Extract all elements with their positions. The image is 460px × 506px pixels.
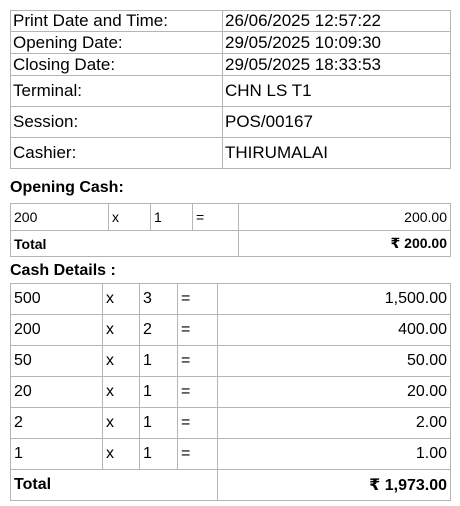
amount-cell: 50.00 — [218, 346, 451, 377]
cash-total-row — [11, 470, 451, 501]
opening-total-value: ₹ 200.00 — [239, 231, 451, 257]
closing-date-label: Closing Date: — [11, 54, 223, 76]
session-label: Session: — [11, 107, 223, 138]
amount-cell: 1.00 — [218, 439, 451, 470]
equals-cell: = — [178, 377, 218, 408]
equals-cell: = — [178, 408, 218, 439]
equals-cell: = — [178, 346, 218, 377]
table-row — [11, 377, 451, 408]
quantity-cell: 1 — [140, 377, 178, 408]
denomination-cell: 1 — [11, 439, 103, 470]
opening-date-value: 29/05/2025 10:09:30 — [223, 32, 451, 54]
denomination-cell: 50 — [11, 346, 103, 377]
opening-cash-title: Opening Cash: — [10, 179, 124, 196]
session-value: POS/00167 — [223, 107, 451, 138]
equals-cell: = — [193, 204, 239, 231]
quantity-cell: 1 — [140, 346, 178, 377]
cashier-row — [11, 138, 451, 169]
amount-cell: 20.00 — [218, 377, 451, 408]
multiply-cell: x — [103, 284, 140, 315]
table-row — [11, 204, 451, 231]
multiply-cell: x — [103, 377, 140, 408]
print-date-row — [11, 11, 451, 32]
multiply-cell: x — [103, 408, 140, 439]
quantity-cell: 1 — [140, 408, 178, 439]
terminal-label: Terminal: — [11, 76, 223, 107]
table-row — [11, 315, 451, 346]
table-row — [11, 284, 451, 315]
amount-cell: 200.00 — [239, 204, 451, 231]
session-info-table — [10, 10, 451, 169]
terminal-value: CHN LS T1 — [223, 76, 451, 107]
opening-total-label: Total — [11, 231, 239, 257]
quantity-cell: 1 — [151, 204, 193, 231]
print-date-label: Print Date and Time: — [11, 11, 223, 32]
equals-cell: = — [178, 439, 218, 470]
print-date-value: 26/06/2025 12:57:22 — [223, 11, 451, 32]
denomination-cell: 200 — [11, 204, 109, 231]
denomination-cell: 20 — [11, 377, 103, 408]
cashier-label: Cashier: — [11, 138, 223, 169]
denomination-cell: 200 — [11, 315, 103, 346]
table-row — [11, 439, 451, 470]
amount-cell: 2.00 — [218, 408, 451, 439]
multiply-cell: x — [103, 346, 140, 377]
quantity-cell: 2 — [140, 315, 178, 346]
quantity-cell: 3 — [140, 284, 178, 315]
closing-date-value: 29/05/2025 18:33:53 — [223, 54, 451, 76]
table-row — [11, 346, 451, 377]
cash-total-value: ₹ 1,973.00 — [218, 470, 451, 501]
cash-details-title: Cash Details : — [10, 262, 116, 279]
opening-date-label: Opening Date: — [11, 32, 223, 54]
table-row — [11, 408, 451, 439]
multiply-cell: x — [109, 204, 151, 231]
amount-cell: 400.00 — [218, 315, 451, 346]
quantity-cell: 1 — [140, 439, 178, 470]
equals-cell: = — [178, 315, 218, 346]
amount-cell: 1,500.00 — [218, 284, 451, 315]
closing-date-row — [11, 54, 451, 76]
cash-total-label: Total — [11, 470, 218, 501]
opening-cash-table — [10, 203, 451, 257]
multiply-cell: x — [103, 315, 140, 346]
cashier-value: THIRUMALAI — [223, 138, 451, 169]
multiply-cell: x — [103, 439, 140, 470]
session-row — [11, 107, 451, 138]
terminal-row — [11, 76, 451, 107]
cash-details-table — [10, 283, 451, 501]
opening-total-row — [11, 231, 451, 257]
denomination-cell: 2 — [11, 408, 103, 439]
opening-date-row — [11, 32, 451, 54]
equals-cell: = — [178, 284, 218, 315]
denomination-cell: 500 — [11, 284, 103, 315]
